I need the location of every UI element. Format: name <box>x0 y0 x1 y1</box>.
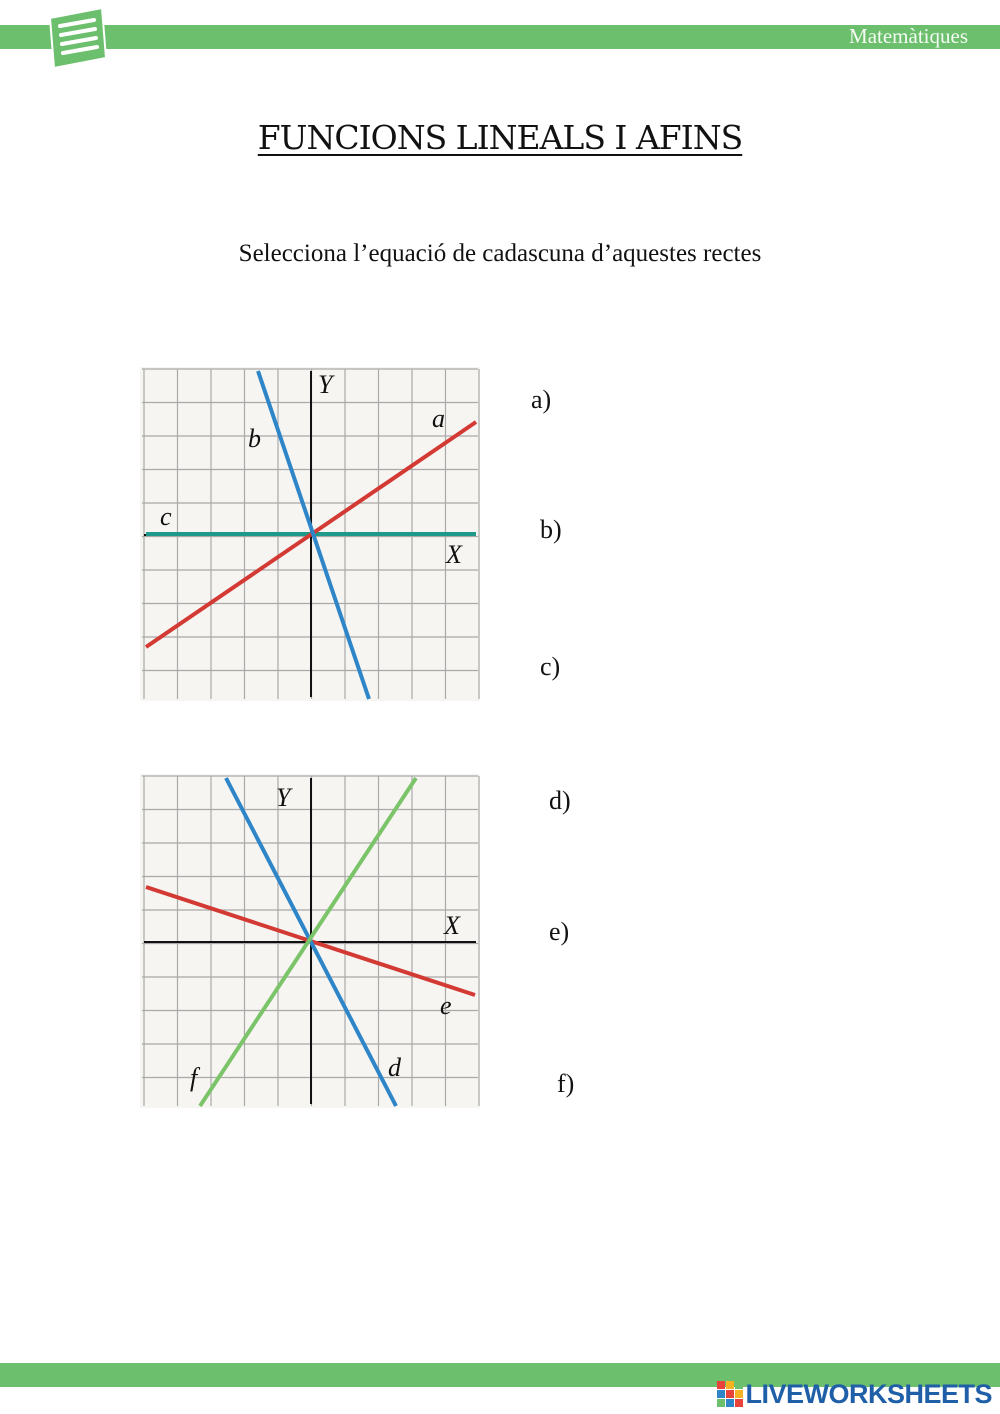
line-label-e: e <box>440 991 452 1020</box>
graph-lines-a-b-c <box>140 367 480 701</box>
line-label-c: c <box>160 502 172 531</box>
answer-label-a: a) <box>531 385 552 414</box>
brand-mark-icon <box>717 1381 743 1407</box>
axis-label-x: X <box>444 911 460 940</box>
answer-label-d: d) <box>549 786 571 815</box>
axis-label-y: Y <box>276 783 291 812</box>
line-label-a: a <box>432 404 445 433</box>
line-label-b: b <box>248 424 261 453</box>
line-label-f: f <box>190 1063 198 1092</box>
answer-label-f: f) <box>557 1069 575 1098</box>
subject-label: Matemàtiques <box>849 24 968 48</box>
book-stack-icon <box>44 6 110 70</box>
answer-label-b: b) <box>540 515 562 544</box>
axis-label-x: X <box>446 540 462 569</box>
graph-lines-d-e-f <box>140 774 480 1108</box>
brand-name: LIVEWORKSHEETS <box>745 1378 992 1409</box>
instruction-text: Selecciona l’equació de cadascuna d’aquestes rectes <box>238 240 762 267</box>
page-title: FUNCIONS LINEALS I AFINS <box>257 118 743 157</box>
answer-label-c: c) <box>540 652 561 681</box>
answer-label-e: e) <box>549 917 570 946</box>
brand-logo <box>717 1378 992 1410</box>
line-label-d: d <box>388 1053 401 1082</box>
axis-label-y: Y <box>318 370 333 399</box>
